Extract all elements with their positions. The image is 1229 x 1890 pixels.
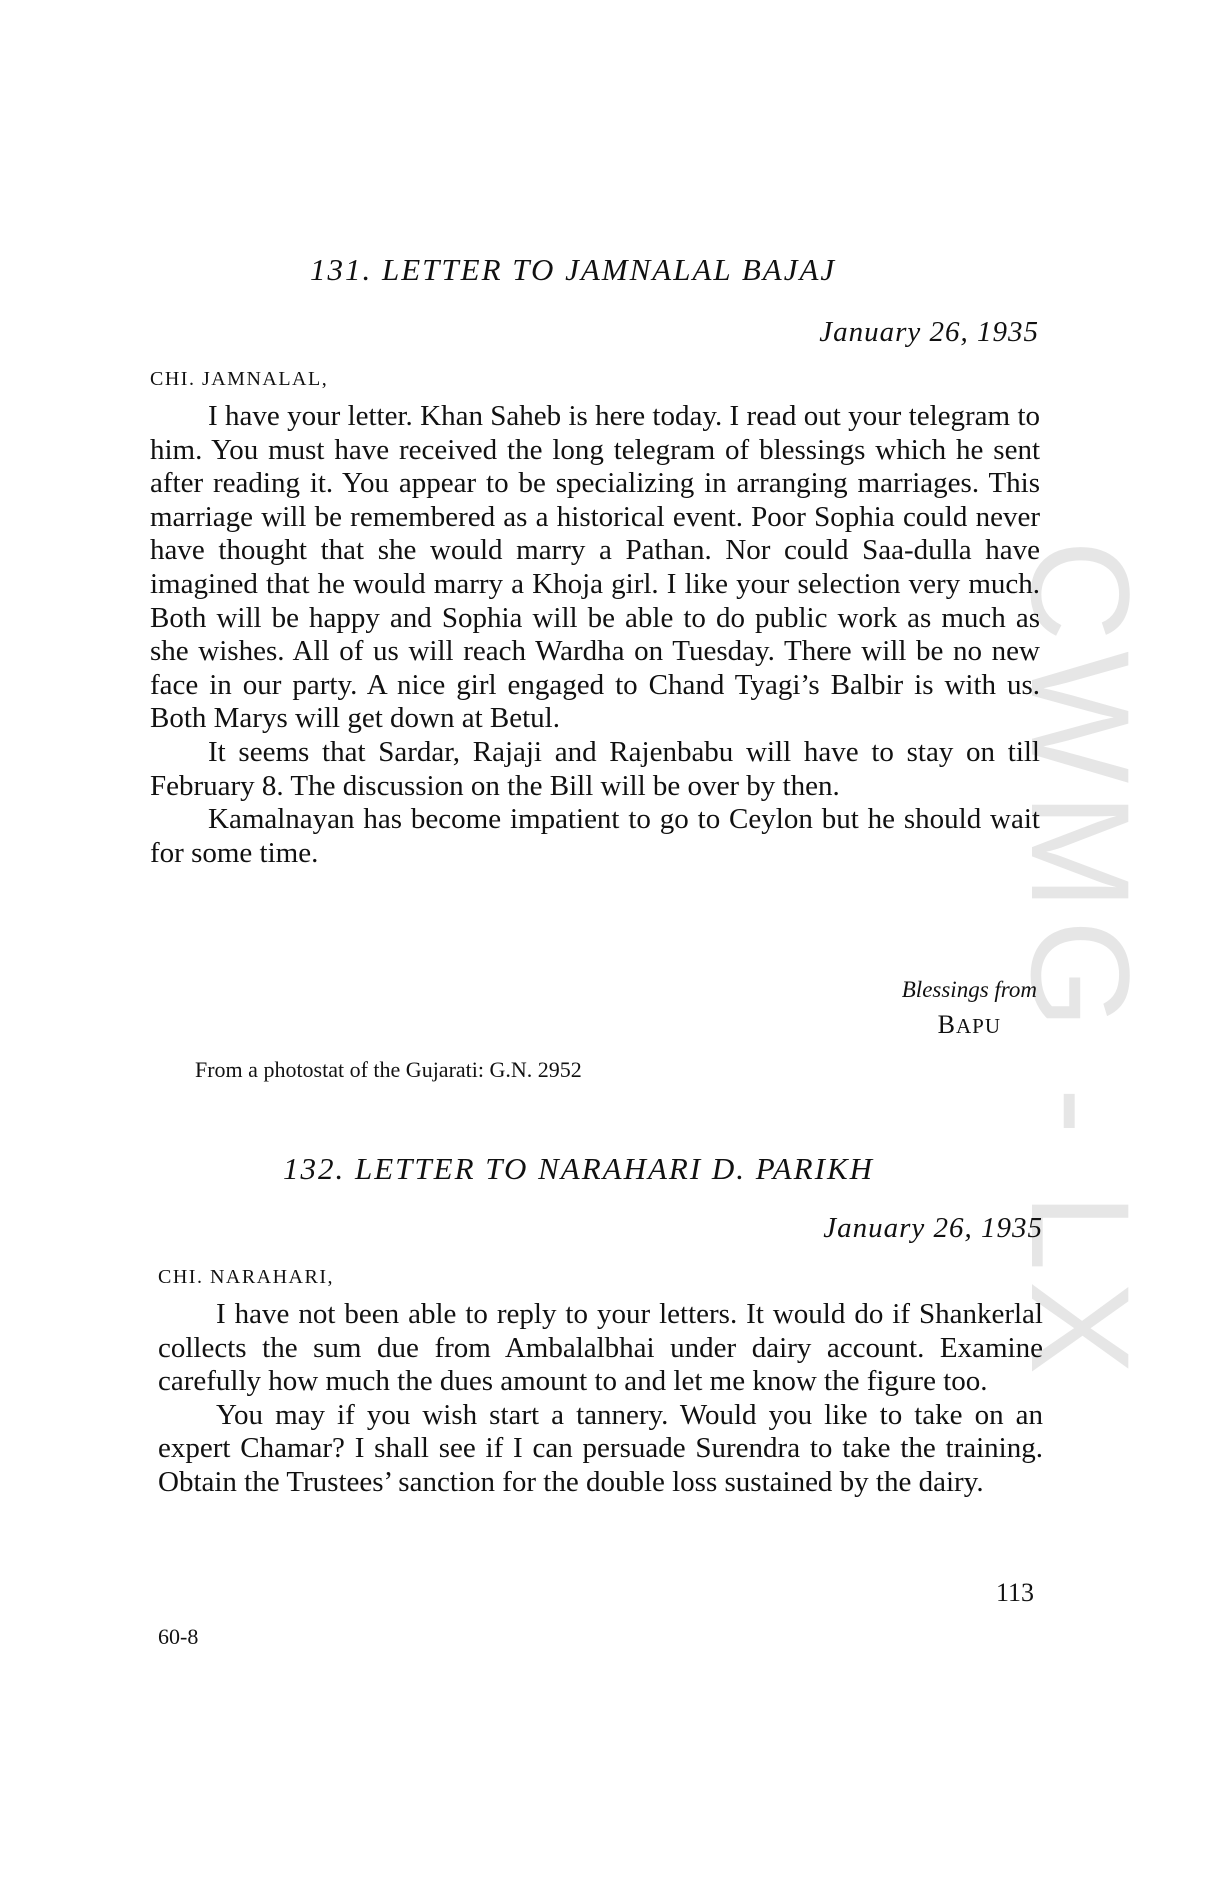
letter-132-heading: 132. LETTER TO NARAHARI D. PARIKH xyxy=(283,1151,875,1186)
letter-132-body xyxy=(158,1298,1043,1500)
letter-131-paragraph: It seems that Sardar, Rajaji and Rajenbabu will have to stay on till February 8. The discussion on the Bill will be over by then. xyxy=(150,735,1040,802)
page-number: 113 xyxy=(996,1578,1035,1607)
letter-132-date: January 26, 1935 xyxy=(823,1212,1043,1244)
letter-132-paragraph: I have not been able to reply to your letters. It would do if Shankerlal collects the sum due from Ambalalbhai under dairy account. Examine carefully how much the dues amount to and let me know the figure too. xyxy=(158,1298,1043,1398)
signature-rest: APU xyxy=(955,1014,1001,1038)
letter-131-heading: 131. LETTER TO JAMNALAL BAJAJ xyxy=(310,252,837,287)
letter-132-salutation: CHI. NARAHARI, xyxy=(158,1266,334,1288)
signature-mark: 60-8 xyxy=(158,1624,199,1649)
letter-131-date: January 26, 1935 xyxy=(819,316,1039,348)
signature-initial: B xyxy=(937,1010,956,1039)
letter-131-paragraph: Kamalnayan has become impatient to go to Ceylon but he should wait for some time. xyxy=(150,803,1040,869)
letter-131-source: From a photostat of the Gujarati: G.N. 2952 xyxy=(195,1057,582,1082)
letter-131-body xyxy=(150,400,1040,870)
letter-131-signature xyxy=(938,1010,1001,1040)
letter-132-paragraph: You may if you wish start a tannery. Would you like to take on an expert Chamar? I shall see if I can persuade Surendra to take the training. Obtain the Trustees’ sanction for the double loss sustained by the dairy. xyxy=(158,1398,1043,1498)
watermark: CWMG - LX xyxy=(1002,540,1159,1385)
letter-131-closing: Blessings from xyxy=(901,977,1037,1002)
letter-131-salutation: CHI. JAMNALAL, xyxy=(150,368,329,390)
letter-131-paragraph: I have your letter. Khan Saheb is here today. I read out your telegram to him. You must have received the long telegram of blessings which he sent after reading it. You appear to be specializing in arranging marriages. This marriage will be remembered as a historical event. Poor Sophia could never have thought that she would marry a Pathan. Nor could Saa-dulla have imagined that he would marry a Khoja girl. I like your selection very much. Both will be happy and Sophia will be able to do public work as much as she wishes. All of us will reach Wardha on Tuesday. There will be no new face in our party. A nice girl engaged to Chand Tyagi’s Balbir is with us. Both Marys will get down at Betul. xyxy=(150,400,1040,735)
